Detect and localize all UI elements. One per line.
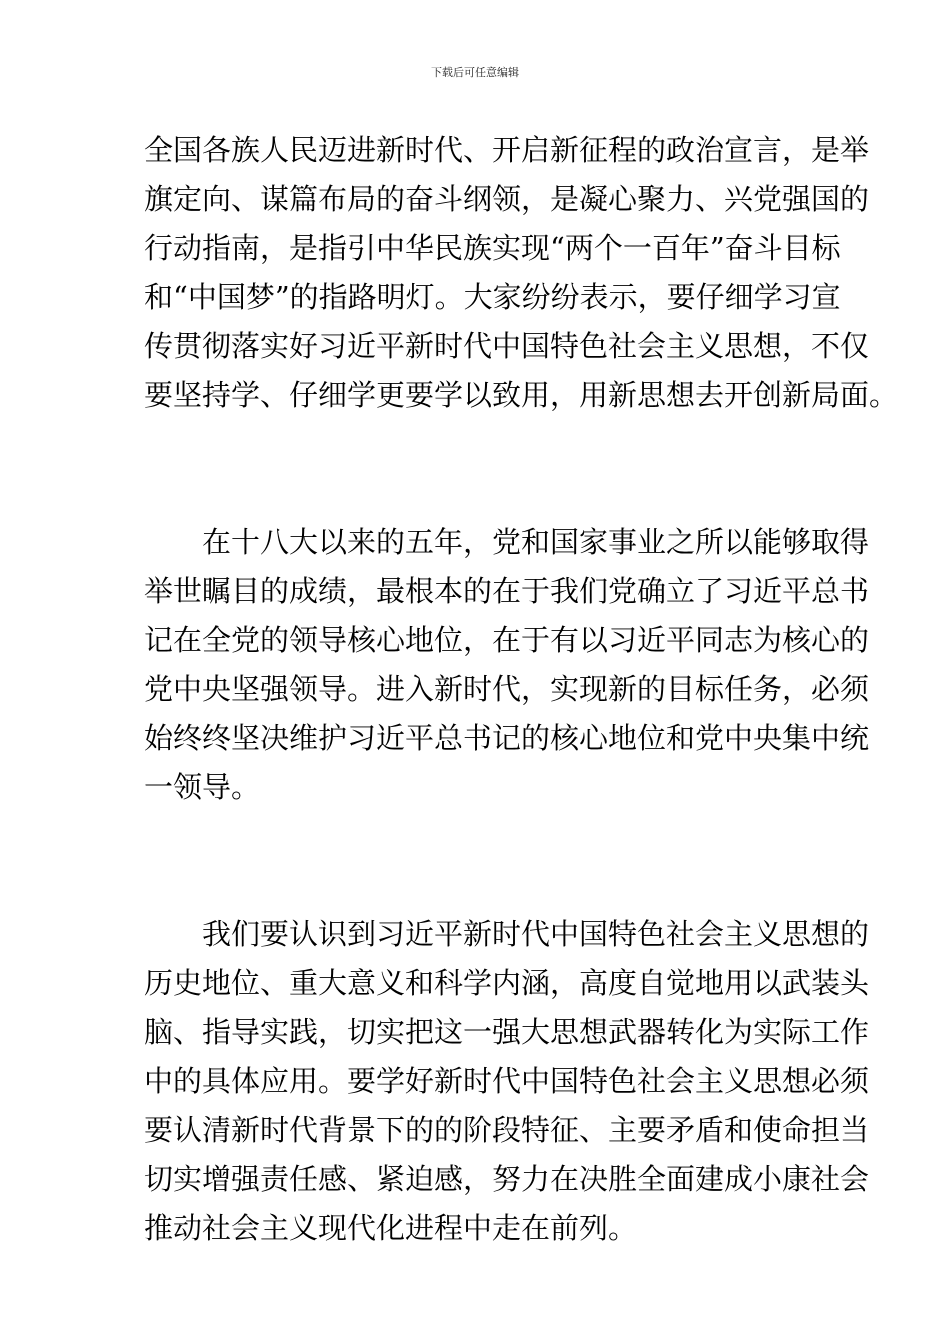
text-line: 传贯彻落实好习近平新时代中国特色社会主义思想，不仅 (144, 329, 870, 363)
text-line: 一领导。 (144, 770, 261, 804)
text-line: 党中央坚强领导。进入新时代，实现新的目标任务，必须 (144, 672, 870, 706)
paragraph-spacer (144, 861, 808, 910)
text-line: 推动社会主义现代化进程中走在前列。 (144, 1211, 638, 1245)
text-line: 旗定向、谋篇布局的奋斗纲领，是凝心聚力、兴党强国的 (144, 182, 870, 216)
text-line: 脑、指导实践，切实把这一强大思想武器转化为实际工作 (144, 1015, 870, 1049)
text-line: 和“中国梦”的指路明灯。大家纷纷表示，要仔细学习宣 (144, 280, 841, 314)
text-line: 历史地位、重大意义和科学内涵，高度自觉地用以武装头 (144, 966, 870, 1000)
text-line: 全国各族人民迈进新时代、开启新征程的政治宣言，是举 (144, 133, 870, 167)
text-line: 举世瞩目的成绩，最根本的在于我们党确立了习近平总书 (144, 574, 870, 608)
paragraph-1 (144, 126, 899, 420)
text-line: 中的具体应用。要学好新时代中国特色社会主义思想必须 (144, 1064, 870, 1098)
paragraph-spacer (144, 469, 808, 518)
text-line: 我们要认识到习近平新时代中国特色社会主义思想的 (202, 917, 870, 951)
text-line: 要认清新时代背景下的的阶段特征、主要矛盾和使命担当 (144, 1113, 870, 1147)
text-line: 行动指南，是指引中华民族实现“两个一百年”奋斗目标 (144, 231, 841, 265)
text-line: 要坚持学、仔细学更要学以致用，用新思想去开创新局面。 (144, 378, 899, 412)
text-line: 在十八大以来的五年，党和国家事业之所以能够取得 (202, 525, 870, 559)
page-header: 下载后可任意编辑 (431, 66, 519, 79)
paragraph-spacer (144, 812, 808, 861)
text-line: 始终终坚决维护习近平总书记的核心地位和党中央集中统 (144, 721, 870, 755)
document-body (144, 126, 899, 1253)
paragraph-spacer (144, 420, 808, 469)
paragraph-2 (144, 518, 870, 812)
text-line: 切实增强责任感、紧迫感，努力在决胜全面建成小康社会 (144, 1162, 870, 1196)
paragraph-3 (144, 910, 870, 1253)
text-line: 记在全党的领导核心地位，在于有以习近平同志为核心的 (144, 623, 870, 657)
